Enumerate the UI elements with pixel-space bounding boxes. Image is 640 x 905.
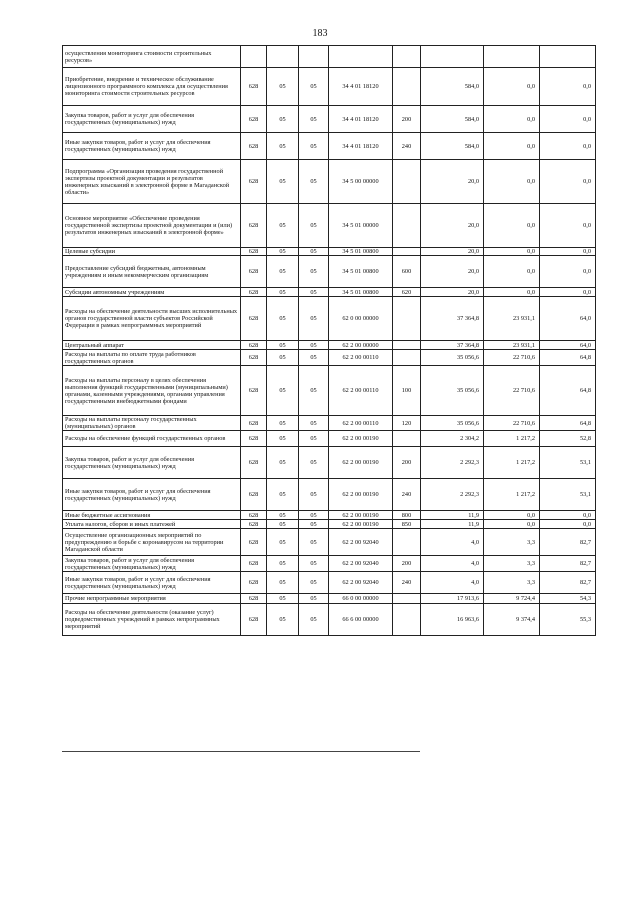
cell-plan: 2 304,2 — [421, 431, 484, 447]
cell-name: Приобретение, внедрение и техническое обслуживание лицензионного программного комплекса для осуществления мониторинга стоимости строительных ресурсов — [63, 68, 241, 106]
cell-name: Центральный аппарат — [63, 341, 241, 350]
cell-ved: 628 — [241, 604, 267, 636]
cell-pr: 05 — [299, 604, 329, 636]
cell-csr: 62 2 00 00190 — [329, 511, 393, 520]
cell-pct: 0,0 — [540, 256, 596, 288]
cell-rz: 05 — [267, 248, 299, 256]
cell-ved: 628 — [241, 366, 267, 416]
cell-ved: 628 — [241, 479, 267, 511]
cell-rz: 05 — [267, 297, 299, 341]
cell-plan: 11,9 — [421, 520, 484, 529]
cell-ved: 628 — [241, 68, 267, 106]
cell-ved: 628 — [241, 556, 267, 572]
cell-rz: 05 — [267, 594, 299, 604]
cell-name: Расходы на обеспечение деятельности (оказание услуг) подведомственных учреждений в рамках непрограммных мероприятий — [63, 604, 241, 636]
cell-pr: 05 — [299, 133, 329, 160]
cell-name: Уплата налогов, сборов и иных платежей — [63, 520, 241, 529]
cell-rz: 05 — [267, 431, 299, 447]
cell-pr: 05 — [299, 256, 329, 288]
cell-fact: 0,0 — [484, 520, 540, 529]
cell-name: Расходы на обеспечение функций государственных органов — [63, 431, 241, 447]
cell-rz: 05 — [267, 447, 299, 479]
cell-ved: 628 — [241, 447, 267, 479]
cell-csr: 34 5 01 00800 — [329, 248, 393, 256]
cell-fact: 0,0 — [484, 248, 540, 256]
cell-fact: 23 931,1 — [484, 341, 540, 350]
cell-pr: 05 — [299, 297, 329, 341]
cell-rz: 05 — [267, 133, 299, 160]
table-row — [63, 204, 596, 248]
cell-ved: 628 — [241, 288, 267, 297]
cell-fact: 22 710,6 — [484, 366, 540, 416]
cell-pct: 0,0 — [540, 511, 596, 520]
cell-pr: 05 — [299, 204, 329, 248]
cell-plan: 35 056,6 — [421, 350, 484, 366]
cell-rz: 05 — [267, 204, 299, 248]
cell-name: Закупка товаров, работ и услуг для обеспечения государственных (муниципальных) нужд — [63, 556, 241, 572]
cell-plan: 35 056,6 — [421, 416, 484, 431]
cell-vr: 200 — [393, 447, 421, 479]
cell-csr: 62 2 00 00190 — [329, 447, 393, 479]
cell-pr: 05 — [299, 572, 329, 594]
cell-fact: 1 217,2 — [484, 479, 540, 511]
cell-pct: 64,8 — [540, 350, 596, 366]
cell-ved: 628 — [241, 106, 267, 133]
cell-vr: 240 — [393, 572, 421, 594]
cell-plan: 17 913,6 — [421, 594, 484, 604]
cell-name: Расходы на выплаты персоналу государственных (муниципальных) органов — [63, 416, 241, 431]
cell-vr: 600 — [393, 256, 421, 288]
cell-fact: 1 217,2 — [484, 431, 540, 447]
cell-rz: 05 — [267, 366, 299, 416]
cell-vr — [393, 529, 421, 556]
cell-pct: 0,0 — [540, 160, 596, 204]
cell-pct: 64,8 — [540, 416, 596, 431]
cell-pct: 64,0 — [540, 297, 596, 341]
table-row — [63, 520, 596, 529]
cell-csr: 62 2 00 00110 — [329, 416, 393, 431]
cell-plan: 16 963,6 — [421, 604, 484, 636]
cell-pct: 0,0 — [540, 133, 596, 160]
table-body — [63, 46, 596, 636]
table-row — [63, 133, 596, 160]
footer-line — [62, 751, 420, 752]
cell-pr: 05 — [299, 350, 329, 366]
cell-ved: 628 — [241, 520, 267, 529]
cell-fact: 9 724,4 — [484, 594, 540, 604]
cell-csr — [329, 46, 393, 68]
cell-csr: 62 2 00 00110 — [329, 350, 393, 366]
cell-ved: 628 — [241, 416, 267, 431]
cell-ved: 628 — [241, 529, 267, 556]
cell-fact: 0,0 — [484, 160, 540, 204]
cell-fact: 1 217,2 — [484, 447, 540, 479]
table-row — [63, 288, 596, 297]
cell-ved: 628 — [241, 594, 267, 604]
table-row — [63, 556, 596, 572]
cell-name: Основное мероприятие «Обеспечение проведения государственной экспертизы проектной документации и (или) результатов инженерных изысканий в электронной форме» — [63, 204, 241, 248]
cell-rz: 05 — [267, 511, 299, 520]
cell-ved — [241, 46, 267, 68]
table-row — [63, 106, 596, 133]
cell-vr: 240 — [393, 133, 421, 160]
cell-pr: 05 — [299, 594, 329, 604]
cell-pct: 0,0 — [540, 248, 596, 256]
cell-name: Иные бюджетные ассигнования — [63, 511, 241, 520]
cell-rz: 05 — [267, 341, 299, 350]
cell-fact: 22 710,6 — [484, 416, 540, 431]
cell-rz: 05 — [267, 479, 299, 511]
cell-plan: 4,0 — [421, 529, 484, 556]
cell-csr: 34 4 01 18120 — [329, 133, 393, 160]
cell-pct: 64,8 — [540, 366, 596, 416]
cell-csr: 34 5 00 00000 — [329, 160, 393, 204]
cell-csr: 62 0 00 00000 — [329, 297, 393, 341]
cell-pct: 0,0 — [540, 106, 596, 133]
cell-name: Закупка товаров, работ и услуг для обеспечения государственных (муниципальных) нужд — [63, 447, 241, 479]
cell-vr: 120 — [393, 416, 421, 431]
cell-pct: 53,1 — [540, 479, 596, 511]
cell-name: Целевые субсидии — [63, 248, 241, 256]
cell-name: Подпрограмма «Организация проведения государственной экспертизы проектной документации и результатов инженерных изысканий в электронной форме в Магаданской области» — [63, 160, 241, 204]
cell-csr: 34 5 01 00000 — [329, 204, 393, 248]
cell-plan: 584,0 — [421, 133, 484, 160]
cell-vr — [393, 297, 421, 341]
cell-fact: 9 374,4 — [484, 604, 540, 636]
cell-name: Расходы на выплаты персоналу в целях обеспечения выполнения функций государственными (муниципальными) органами, казенными учреждениями, органами управления государственными внебюджетными фондами — [63, 366, 241, 416]
cell-csr: 34 5 01 00800 — [329, 288, 393, 297]
cell-vr — [393, 431, 421, 447]
cell-plan: 584,0 — [421, 68, 484, 106]
cell-pct: 0,0 — [540, 288, 596, 297]
cell-vr — [393, 248, 421, 256]
cell-vr — [393, 594, 421, 604]
table-row — [63, 447, 596, 479]
table-row — [63, 297, 596, 341]
cell-pr: 05 — [299, 341, 329, 350]
cell-rz: 05 — [267, 106, 299, 133]
cell-plan: 584,0 — [421, 106, 484, 133]
cell-plan: 11,9 — [421, 511, 484, 520]
table-row — [63, 68, 596, 106]
cell-name: Предоставление субсидий бюджетным, автономным учреждениям и иным некоммерческим организациям — [63, 256, 241, 288]
cell-csr: 62 2 00 00190 — [329, 431, 393, 447]
cell-fact: 0,0 — [484, 106, 540, 133]
cell-pct: 82,7 — [540, 556, 596, 572]
cell-fact: 0,0 — [484, 256, 540, 288]
cell-fact: 3,3 — [484, 529, 540, 556]
cell-pct — [540, 46, 596, 68]
cell-vr — [393, 46, 421, 68]
cell-vr: 200 — [393, 556, 421, 572]
cell-fact: 0,0 — [484, 68, 540, 106]
cell-fact: 0,0 — [484, 288, 540, 297]
table-row — [63, 529, 596, 556]
table-row — [63, 46, 596, 68]
cell-ved: 628 — [241, 341, 267, 350]
cell-pr: 05 — [299, 288, 329, 297]
cell-vr: 620 — [393, 288, 421, 297]
cell-pr: 05 — [299, 520, 329, 529]
cell-pr: 05 — [299, 447, 329, 479]
cell-name: Расходы на обеспечение деятельности высших исполнительных органов государственной власти субъектов Российской Федерации в рамках непрограммных мероприятий — [63, 297, 241, 341]
cell-name: Иные закупки товаров, работ и услуг для обеспечения государственных (муниципальных) нужд — [63, 572, 241, 594]
budget-table — [62, 45, 596, 636]
cell-pct: 82,7 — [540, 529, 596, 556]
cell-rz: 05 — [267, 68, 299, 106]
cell-fact: 0,0 — [484, 133, 540, 160]
cell-rz: 05 — [267, 529, 299, 556]
cell-fact: 3,3 — [484, 556, 540, 572]
cell-vr: 800 — [393, 511, 421, 520]
table-row — [63, 431, 596, 447]
cell-vr — [393, 160, 421, 204]
cell-plan: 20,0 — [421, 248, 484, 256]
cell-rz: 05 — [267, 256, 299, 288]
table-row — [63, 572, 596, 594]
cell-plan: 4,0 — [421, 572, 484, 594]
cell-pr: 05 — [299, 366, 329, 416]
cell-name: Закупка товаров, работ и услуг для обеспечения государственных (муниципальных) нужд — [63, 106, 241, 133]
cell-plan: 20,0 — [421, 256, 484, 288]
cell-plan: 2 292,3 — [421, 447, 484, 479]
cell-rz: 05 — [267, 556, 299, 572]
cell-csr: 34 4 01 18120 — [329, 68, 393, 106]
table-row — [63, 511, 596, 520]
cell-rz: 05 — [267, 416, 299, 431]
cell-ved: 628 — [241, 350, 267, 366]
cell-name: Расходы на выплаты по оплате труда работников государственных органов — [63, 350, 241, 366]
cell-fact: 3,3 — [484, 572, 540, 594]
cell-csr: 62 2 00 00110 — [329, 366, 393, 416]
table-row — [63, 256, 596, 288]
cell-pr: 05 — [299, 68, 329, 106]
cell-plan: 2 292,3 — [421, 479, 484, 511]
cell-pr: 05 — [299, 106, 329, 133]
cell-rz: 05 — [267, 572, 299, 594]
cell-pr: 05 — [299, 511, 329, 520]
cell-plan — [421, 46, 484, 68]
cell-pct: 53,1 — [540, 447, 596, 479]
cell-name: Осуществление организационных мероприятий по предупреждению и борьбе с коронавирусом на территории Магаданской области — [63, 529, 241, 556]
cell-csr: 66 0 00 00000 — [329, 594, 393, 604]
cell-pr: 05 — [299, 416, 329, 431]
cell-csr: 62 2 00 00000 — [329, 341, 393, 350]
cell-vr — [393, 341, 421, 350]
cell-rz: 05 — [267, 520, 299, 529]
cell-vr — [393, 604, 421, 636]
cell-csr: 62 2 00 92040 — [329, 556, 393, 572]
cell-ved: 628 — [241, 160, 267, 204]
cell-name: осуществления мониторинга стоимости строительных ресурсов» — [63, 46, 241, 68]
table-row — [63, 416, 596, 431]
cell-plan: 20,0 — [421, 160, 484, 204]
cell-pct: 82,7 — [540, 572, 596, 594]
table-row — [63, 594, 596, 604]
cell-csr: 34 5 01 00800 — [329, 256, 393, 288]
cell-name: Иные закупки товаров, работ и услуг для обеспечения государственных (муниципальных) нужд — [63, 479, 241, 511]
table-row — [63, 350, 596, 366]
table-row — [63, 160, 596, 204]
cell-name: Иные закупки товаров, работ и услуг для обеспечения государственных (муниципальных) нужд — [63, 133, 241, 160]
cell-plan: 20,0 — [421, 204, 484, 248]
cell-vr: 200 — [393, 106, 421, 133]
cell-rz — [267, 46, 299, 68]
cell-pct: 0,0 — [540, 68, 596, 106]
table-row — [63, 479, 596, 511]
table-row — [63, 366, 596, 416]
cell-fact — [484, 46, 540, 68]
cell-ved: 628 — [241, 431, 267, 447]
cell-ved: 628 — [241, 204, 267, 248]
cell-vr — [393, 204, 421, 248]
cell-vr: 240 — [393, 479, 421, 511]
cell-rz: 05 — [267, 350, 299, 366]
cell-pr: 05 — [299, 479, 329, 511]
cell-plan: 4,0 — [421, 556, 484, 572]
cell-rz: 05 — [267, 288, 299, 297]
cell-csr: 62 2 00 92040 — [329, 529, 393, 556]
cell-plan: 20,0 — [421, 288, 484, 297]
cell-rz: 05 — [267, 160, 299, 204]
table-row — [63, 248, 596, 256]
cell-vr: 100 — [393, 366, 421, 416]
cell-pr: 05 — [299, 529, 329, 556]
cell-plan: 35 056,6 — [421, 366, 484, 416]
cell-plan: 37 364,8 — [421, 341, 484, 350]
cell-csr: 62 2 00 00190 — [329, 479, 393, 511]
cell-pct: 55,3 — [540, 604, 596, 636]
cell-name: Прочие непрограммные мероприятия — [63, 594, 241, 604]
cell-vr: 850 — [393, 520, 421, 529]
cell-pct: 52,8 — [540, 431, 596, 447]
cell-fact: 22 710,6 — [484, 350, 540, 366]
cell-csr: 62 2 00 92040 — [329, 572, 393, 594]
cell-ved: 628 — [241, 256, 267, 288]
cell-pct: 54,3 — [540, 594, 596, 604]
cell-name: Субсидии автономным учреждениям — [63, 288, 241, 297]
cell-csr: 34 4 01 18120 — [329, 106, 393, 133]
cell-pr: 05 — [299, 248, 329, 256]
cell-pr — [299, 46, 329, 68]
cell-ved: 628 — [241, 248, 267, 256]
cell-pr: 05 — [299, 556, 329, 572]
cell-pr: 05 — [299, 431, 329, 447]
table-row — [63, 604, 596, 636]
cell-ved: 628 — [241, 133, 267, 160]
cell-fact: 23 931,1 — [484, 297, 540, 341]
cell-vr — [393, 68, 421, 106]
cell-pct: 0,0 — [540, 520, 596, 529]
page-number: 183 — [312, 28, 328, 39]
cell-csr: 62 2 00 00190 — [329, 520, 393, 529]
cell-pct: 64,0 — [540, 341, 596, 350]
cell-vr — [393, 350, 421, 366]
cell-rz: 05 — [267, 604, 299, 636]
cell-plan: 37 364,8 — [421, 297, 484, 341]
cell-ved: 628 — [241, 511, 267, 520]
table-row — [63, 341, 596, 350]
cell-fact: 0,0 — [484, 204, 540, 248]
cell-pr: 05 — [299, 160, 329, 204]
cell-ved: 628 — [241, 572, 267, 594]
cell-fact: 0,0 — [484, 511, 540, 520]
cell-csr: 66 6 00 00000 — [329, 604, 393, 636]
cell-pct: 0,0 — [540, 204, 596, 248]
cell-ved: 628 — [241, 297, 267, 341]
